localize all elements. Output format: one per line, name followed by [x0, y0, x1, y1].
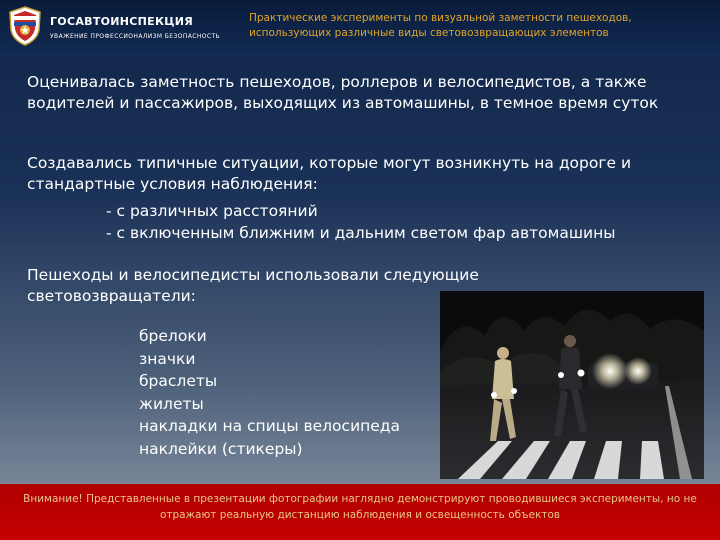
org-slogan: УВАЖЕНИЕ ПРОФЕССИОНАЛИЗМ БЕЗОПАСНОСТЬ	[50, 33, 221, 40]
org-name: ГОСАВТОИНСПЕКЦИЯ	[50, 15, 194, 28]
footer-notice: Внимание! Представленные в презентации фотографии наглядно демонстрируют проводившиеся эксперименты, но не отражают реальную дистанцию наблюдения и освещенность объектов	[23, 493, 697, 521]
paragraph-visibility-evaluation: Оценивалась заметность пешеходов, роллеров и велосипедистов, а также водителей и пассажиров, выходящих из автомашины, в темное время суток	[27, 73, 659, 112]
conditions-list	[106, 200, 615, 244]
slide-title: Практические эксперименты по визуальной заметности пешеходов, использующих различные виды световозвращающих элементов	[249, 12, 632, 39]
reflector-types-list	[139, 325, 400, 460]
footer-bar	[0, 484, 720, 540]
condition-item: - с различных расстояний	[106, 202, 318, 220]
header-bar	[0, 0, 720, 56]
paragraph-reflectors-used: Пешеходы и велосипедисты использовали следующие световозвращатели:	[27, 266, 479, 305]
reflector-item: наклейки (стикеры)	[139, 439, 303, 458]
police-shield-emblem-icon	[8, 6, 42, 46]
reflector-item: брелоки	[139, 327, 207, 345]
reflector-item: значки	[139, 349, 196, 368]
night-crosswalk-photo	[440, 291, 704, 479]
condition-item: - с включенным ближним и дальним светом фар автомашины	[106, 224, 616, 242]
night-crosswalk-illustration	[440, 291, 704, 479]
reflector-item: браслеты	[139, 372, 218, 390]
reflector-item: жилеты	[139, 394, 204, 413]
reflector-item: накладки на спицы велосипеда	[139, 417, 401, 435]
paragraph-typical-situations: Создавались типичные ситуации, которые могут возникнуть на дороге и стандартные условия наблюдения:	[27, 154, 632, 193]
